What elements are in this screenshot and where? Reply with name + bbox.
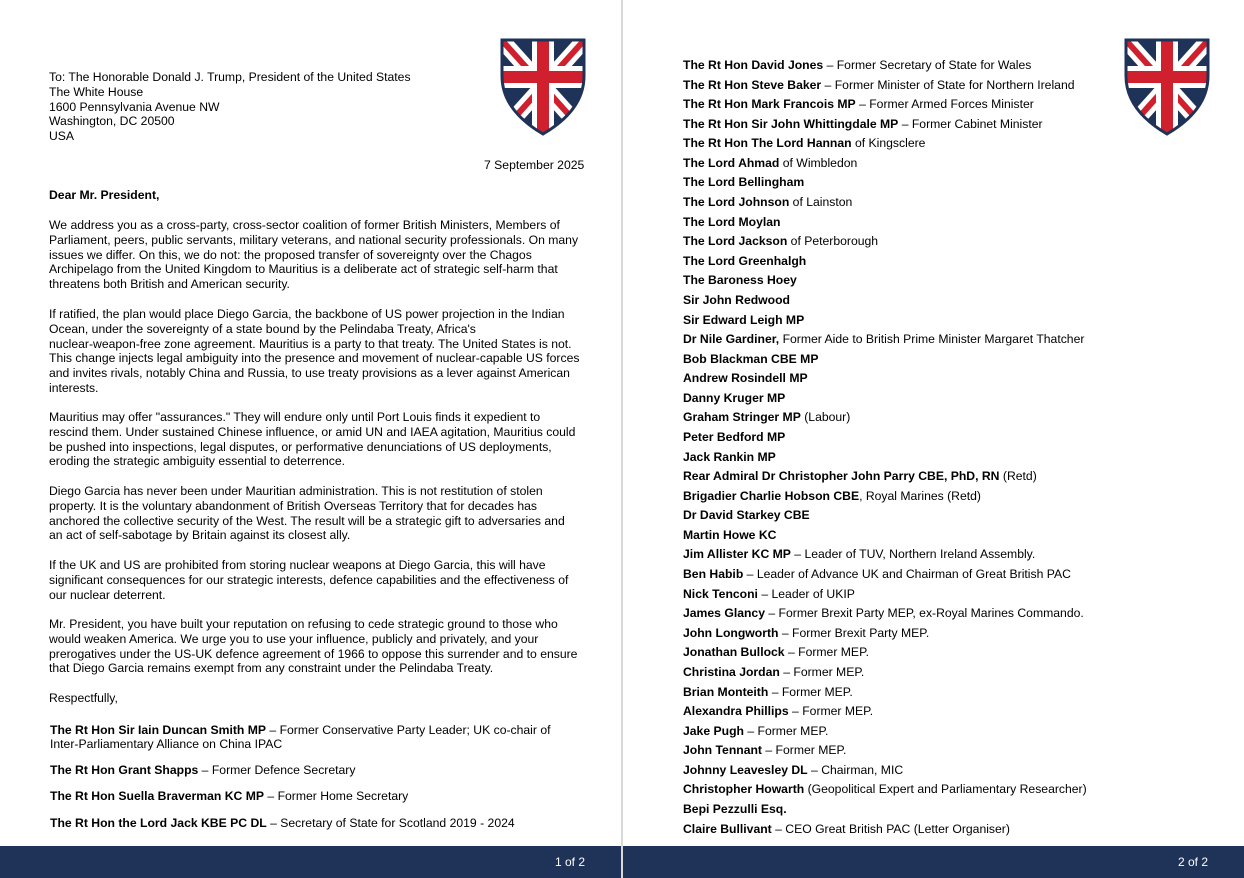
signatory-name: Bepi Pezzulli Esq. bbox=[683, 801, 787, 816]
signatory bbox=[683, 156, 1133, 176]
signatory bbox=[683, 626, 1133, 646]
signatory: The Rt Hon the Lord Jack KBE PC DL – Secretary of State for Scotland 2019 - 2024 bbox=[50, 816, 515, 830]
signatory bbox=[683, 254, 1133, 274]
signatory-name: Claire Bullivant bbox=[683, 821, 772, 836]
signatory-role: of Wimbledon bbox=[779, 155, 858, 170]
signatory-role: – Former Secretary of State for Wales bbox=[823, 58, 1032, 72]
signatory bbox=[683, 567, 1133, 587]
address-line: Washington, DC 20500 bbox=[49, 114, 175, 129]
signatory bbox=[683, 195, 1133, 215]
page-number: 2 of 2 bbox=[1177, 855, 1208, 869]
signatory-name: Bob Blackman CBE MP bbox=[683, 351, 819, 366]
page-1 bbox=[0, 0, 621, 878]
signatory bbox=[683, 763, 1133, 783]
signatory-name: Dr Nile Gardiner, bbox=[683, 332, 780, 347]
signatory-name: Jim Allister KC MP bbox=[683, 547, 791, 562]
closing: Respectfully, bbox=[49, 691, 118, 705]
body-paragraph: Mr. President, you have built your reputation on refusing to cede strategic ground to those who would weaken America. We urge you to use your influence, publicly and privately, and your prerogatives under the US-UK defence agreement of 1966 to oppose this surrender and to ensure that Diego Garcia remains exempt from any constraint under the Pelindaba Treaty. bbox=[49, 617, 578, 676]
signatory bbox=[683, 665, 1133, 685]
signatory bbox=[683, 430, 1133, 450]
signatory-name: Jonathan Bullock bbox=[683, 645, 785, 660]
signatory-role: – Leader of UKIP bbox=[757, 586, 855, 601]
signatory-role: of Kingsclere bbox=[851, 136, 926, 151]
signatory-name: Brian Monteith bbox=[683, 684, 769, 699]
signatory bbox=[683, 645, 1133, 665]
signatory-name: Dr David Starkey CBE bbox=[683, 508, 810, 523]
signatory-role: (Labour) bbox=[800, 410, 851, 425]
signatory-role: – Former MEP. bbox=[779, 664, 865, 679]
signatory-name: Martin Howe KC bbox=[683, 527, 777, 542]
page-footer bbox=[0, 846, 621, 878]
signatory-role: of Lainston bbox=[789, 195, 853, 210]
signatory-name: Peter Bedford MP bbox=[683, 429, 786, 444]
signatory-name: The Rt Hon Mark Francois MP bbox=[683, 97, 856, 112]
signatory-name: Graham Stringer MP bbox=[683, 410, 801, 425]
signatory: The Rt Hon Sir Iain Duncan Smith MP – Former Conservative Party Leader; UK co-chair of Inter-Parliamentary Alliance on China IPAC bbox=[50, 723, 551, 751]
page-number: 1 of 2 bbox=[554, 855, 585, 869]
signatory-role: Former Aide to British Prime Minister Margaret Thatcher bbox=[779, 332, 1085, 347]
signatory bbox=[683, 352, 1133, 372]
signatory-role: – Former Armed Forces Minister bbox=[855, 97, 1034, 112]
signatory-name: Jack Rankin MP bbox=[683, 449, 776, 464]
signatory bbox=[683, 117, 1133, 137]
signatory bbox=[683, 724, 1133, 744]
signatory bbox=[683, 450, 1133, 470]
signatory-name: The Baroness Hoey bbox=[683, 273, 797, 288]
page-footer bbox=[623, 846, 1244, 878]
signatory-name: Danny Kruger MP bbox=[683, 390, 786, 405]
signatory: The Rt Hon Grant Shapps – Former Defence Secretary bbox=[50, 763, 356, 777]
signatory bbox=[683, 136, 1133, 156]
signatory-role: – Former MEP. bbox=[784, 645, 870, 660]
signatory bbox=[683, 587, 1133, 607]
letter-date: 7 September 2025 bbox=[484, 158, 585, 172]
signatory-name: Brigadier Charlie Hobson CBE bbox=[683, 488, 860, 503]
signatory-name: The Rt Hon The Lord Hannan bbox=[683, 136, 852, 151]
signatory-name: James Glancy bbox=[683, 606, 765, 621]
signatory-name: Christina Jordan bbox=[683, 664, 780, 679]
body-paragraph: Diego Garcia has never been under Mauritian administration. This is not restitution of stolen property. It is the voluntary abandonment of British Overseas Territory that for decades has anchored the collective security of the West. The result will be a strategic gift to adversaries and an act of self-sabotage by Britain against its closest ally. bbox=[49, 484, 565, 543]
signatory-name: The Lord Greenhalgh bbox=[683, 253, 807, 268]
signatory-name: The Lord Johnson bbox=[683, 195, 790, 210]
signatory-name: The Lord Moylan bbox=[683, 214, 781, 229]
signatory-role: – Former Brexit Party MEP. bbox=[778, 625, 930, 640]
signatory-name: Ben Habib bbox=[683, 567, 744, 582]
signatory bbox=[683, 332, 1133, 352]
signatory-name: Andrew Rosindell MP bbox=[683, 371, 808, 386]
signatory-name: Jake Pugh bbox=[683, 723, 744, 738]
signatory-role: – Chairman, MIC bbox=[807, 762, 904, 777]
signatory-role: – CEO Great British PAC (Letter Organiser) bbox=[771, 821, 1010, 836]
signatory-role: – Former MEP. bbox=[762, 743, 847, 758]
signatory-role: , Royal Marines (Retd) bbox=[859, 488, 981, 503]
signatory bbox=[683, 822, 1133, 842]
address-line: The White House bbox=[49, 84, 144, 99]
signatory bbox=[683, 293, 1133, 313]
signatory bbox=[683, 685, 1133, 705]
signatory bbox=[683, 391, 1133, 411]
signatory-name: John Longworth bbox=[683, 625, 779, 640]
signatory-role: – Leader of Advance UK and Chairman of Great British PAC bbox=[743, 567, 1071, 582]
signatory bbox=[683, 175, 1133, 195]
address-line: To: The Honorable Donald J. Trump, President of the United States bbox=[49, 70, 411, 84]
signatory-role: (Retd) bbox=[999, 469, 1037, 484]
signatory bbox=[683, 469, 1133, 489]
signatory-role: – Former MEP. bbox=[743, 723, 829, 738]
address-line: 1600 Pennsylvania Avenue NW bbox=[49, 99, 220, 114]
signatory-name: The Rt Hon David Jones bbox=[683, 58, 824, 72]
signatory bbox=[683, 234, 1133, 254]
signatory bbox=[683, 273, 1133, 293]
signatory-name: The Lord Jackson bbox=[683, 234, 788, 249]
union-jack-shield-icon bbox=[1122, 36, 1212, 136]
signatory-role: – Former MEP. bbox=[788, 704, 874, 719]
signatory bbox=[683, 743, 1133, 763]
signatory-name: The Rt Hon Sir John Whittingdale MP bbox=[683, 116, 899, 131]
signatory-name: Johnny Leavesley DL bbox=[683, 762, 808, 777]
signatory-name: Rear Admiral Dr Christopher John Parry CBE, PhD, RN bbox=[683, 469, 1000, 484]
signatory-name: Sir Edward Leigh MP bbox=[683, 312, 805, 327]
signatory bbox=[683, 489, 1133, 509]
signatory bbox=[683, 58, 1133, 78]
signatory-role: – Leader of TUV, Northern Ireland Assembly. bbox=[790, 547, 1036, 562]
signatory bbox=[683, 508, 1133, 528]
signatory-name: The Rt Hon Steve Baker bbox=[683, 77, 822, 92]
body-paragraph: Mauritius may offer "assurances." They will endure only until Port Louis finds it expedient to rescind them. Under sustained Chinese influence, or amid UN and IAEA agitation, Mauritius could be pushed into inspections, legal disputes, or performative denunciations of US deployments, eroding the strategic ambiguity essential to deterrence. bbox=[49, 410, 576, 469]
signatory bbox=[683, 606, 1133, 626]
signatory-name: The Lord Ahmad bbox=[683, 155, 780, 170]
signatory bbox=[683, 528, 1133, 548]
signatory-role: (Geopolitical Expert and Parliamentary Researcher) bbox=[804, 782, 1087, 797]
signatory-name: Nick Tenconi bbox=[683, 586, 758, 601]
signatory-list bbox=[683, 58, 1133, 841]
signatory-name: John Tennant bbox=[683, 743, 762, 758]
signatory-name: Christopher Howarth bbox=[683, 782, 805, 797]
signatory bbox=[683, 78, 1133, 98]
address-line: USA bbox=[49, 129, 75, 144]
union-jack-shield-icon bbox=[498, 36, 588, 136]
signatory bbox=[683, 410, 1133, 430]
signatory: The Rt Hon Suella Braverman KC MP – Former Home Secretary bbox=[50, 789, 409, 803]
signatory-role: – Former Cabinet Minister bbox=[898, 116, 1043, 131]
signatory bbox=[683, 215, 1133, 235]
salutation: Dear Mr. President, bbox=[49, 188, 160, 202]
body-paragraph: We address you as a cross-party, cross-sector coalition of former British Ministers, Members of Parliament, peers, public servants, military veterans, and national security professionals. On many issues we differ. On this, we do not: the proposed transfer of sovereignty over the Chagos Archipelago from the United Kingdom to Mauritius is a deliberate act of strategic self-harm that threatens both British and American security. bbox=[49, 218, 579, 291]
signatory-name: Sir John Redwood bbox=[683, 292, 790, 307]
signatory bbox=[683, 313, 1133, 333]
signatory bbox=[683, 371, 1133, 391]
signatory-role: of Peterborough bbox=[787, 234, 879, 249]
signatory-role: – Former Brexit Party MEP, ex-Royal Marines Commando. bbox=[764, 606, 1084, 621]
signatory-role: – Former MEP. bbox=[768, 684, 853, 699]
signatory bbox=[683, 97, 1133, 117]
body-paragraph: If the UK and US are prohibited from storing nuclear weapons at Diego Garcia, this will have significant consequences for our strategic interests, defence capabilities and the effectiveness of our nuclear deterrent. bbox=[49, 558, 569, 602]
signatory bbox=[683, 547, 1133, 567]
page-2 bbox=[623, 0, 1244, 878]
signatory-name: The Lord Bellingham bbox=[683, 175, 805, 190]
recipient-address bbox=[49, 70, 411, 144]
signatory-name: Alexandra Phillips bbox=[683, 704, 789, 719]
signatory-role: – Former Minister of State for Northern Ireland bbox=[821, 77, 1075, 92]
signatory bbox=[683, 802, 1133, 822]
body-paragraph: If ratified, the plan would place Diego Garcia, the backbone of US power projection in the Indian Ocean, under the sovereignty of a state bound by the Pelindaba Treaty, Africa's nuclear-weapon-free zone agreement. Mauritius is a party to that treaty. The United States is not. This change injects legal ambiguity into the presence and movement of nuclear-capable US forces and invites rivals, notably China and Russia, to use treaty provisions as a lever against American interests. bbox=[49, 307, 580, 395]
signatory bbox=[683, 782, 1133, 802]
signatory bbox=[683, 704, 1133, 724]
